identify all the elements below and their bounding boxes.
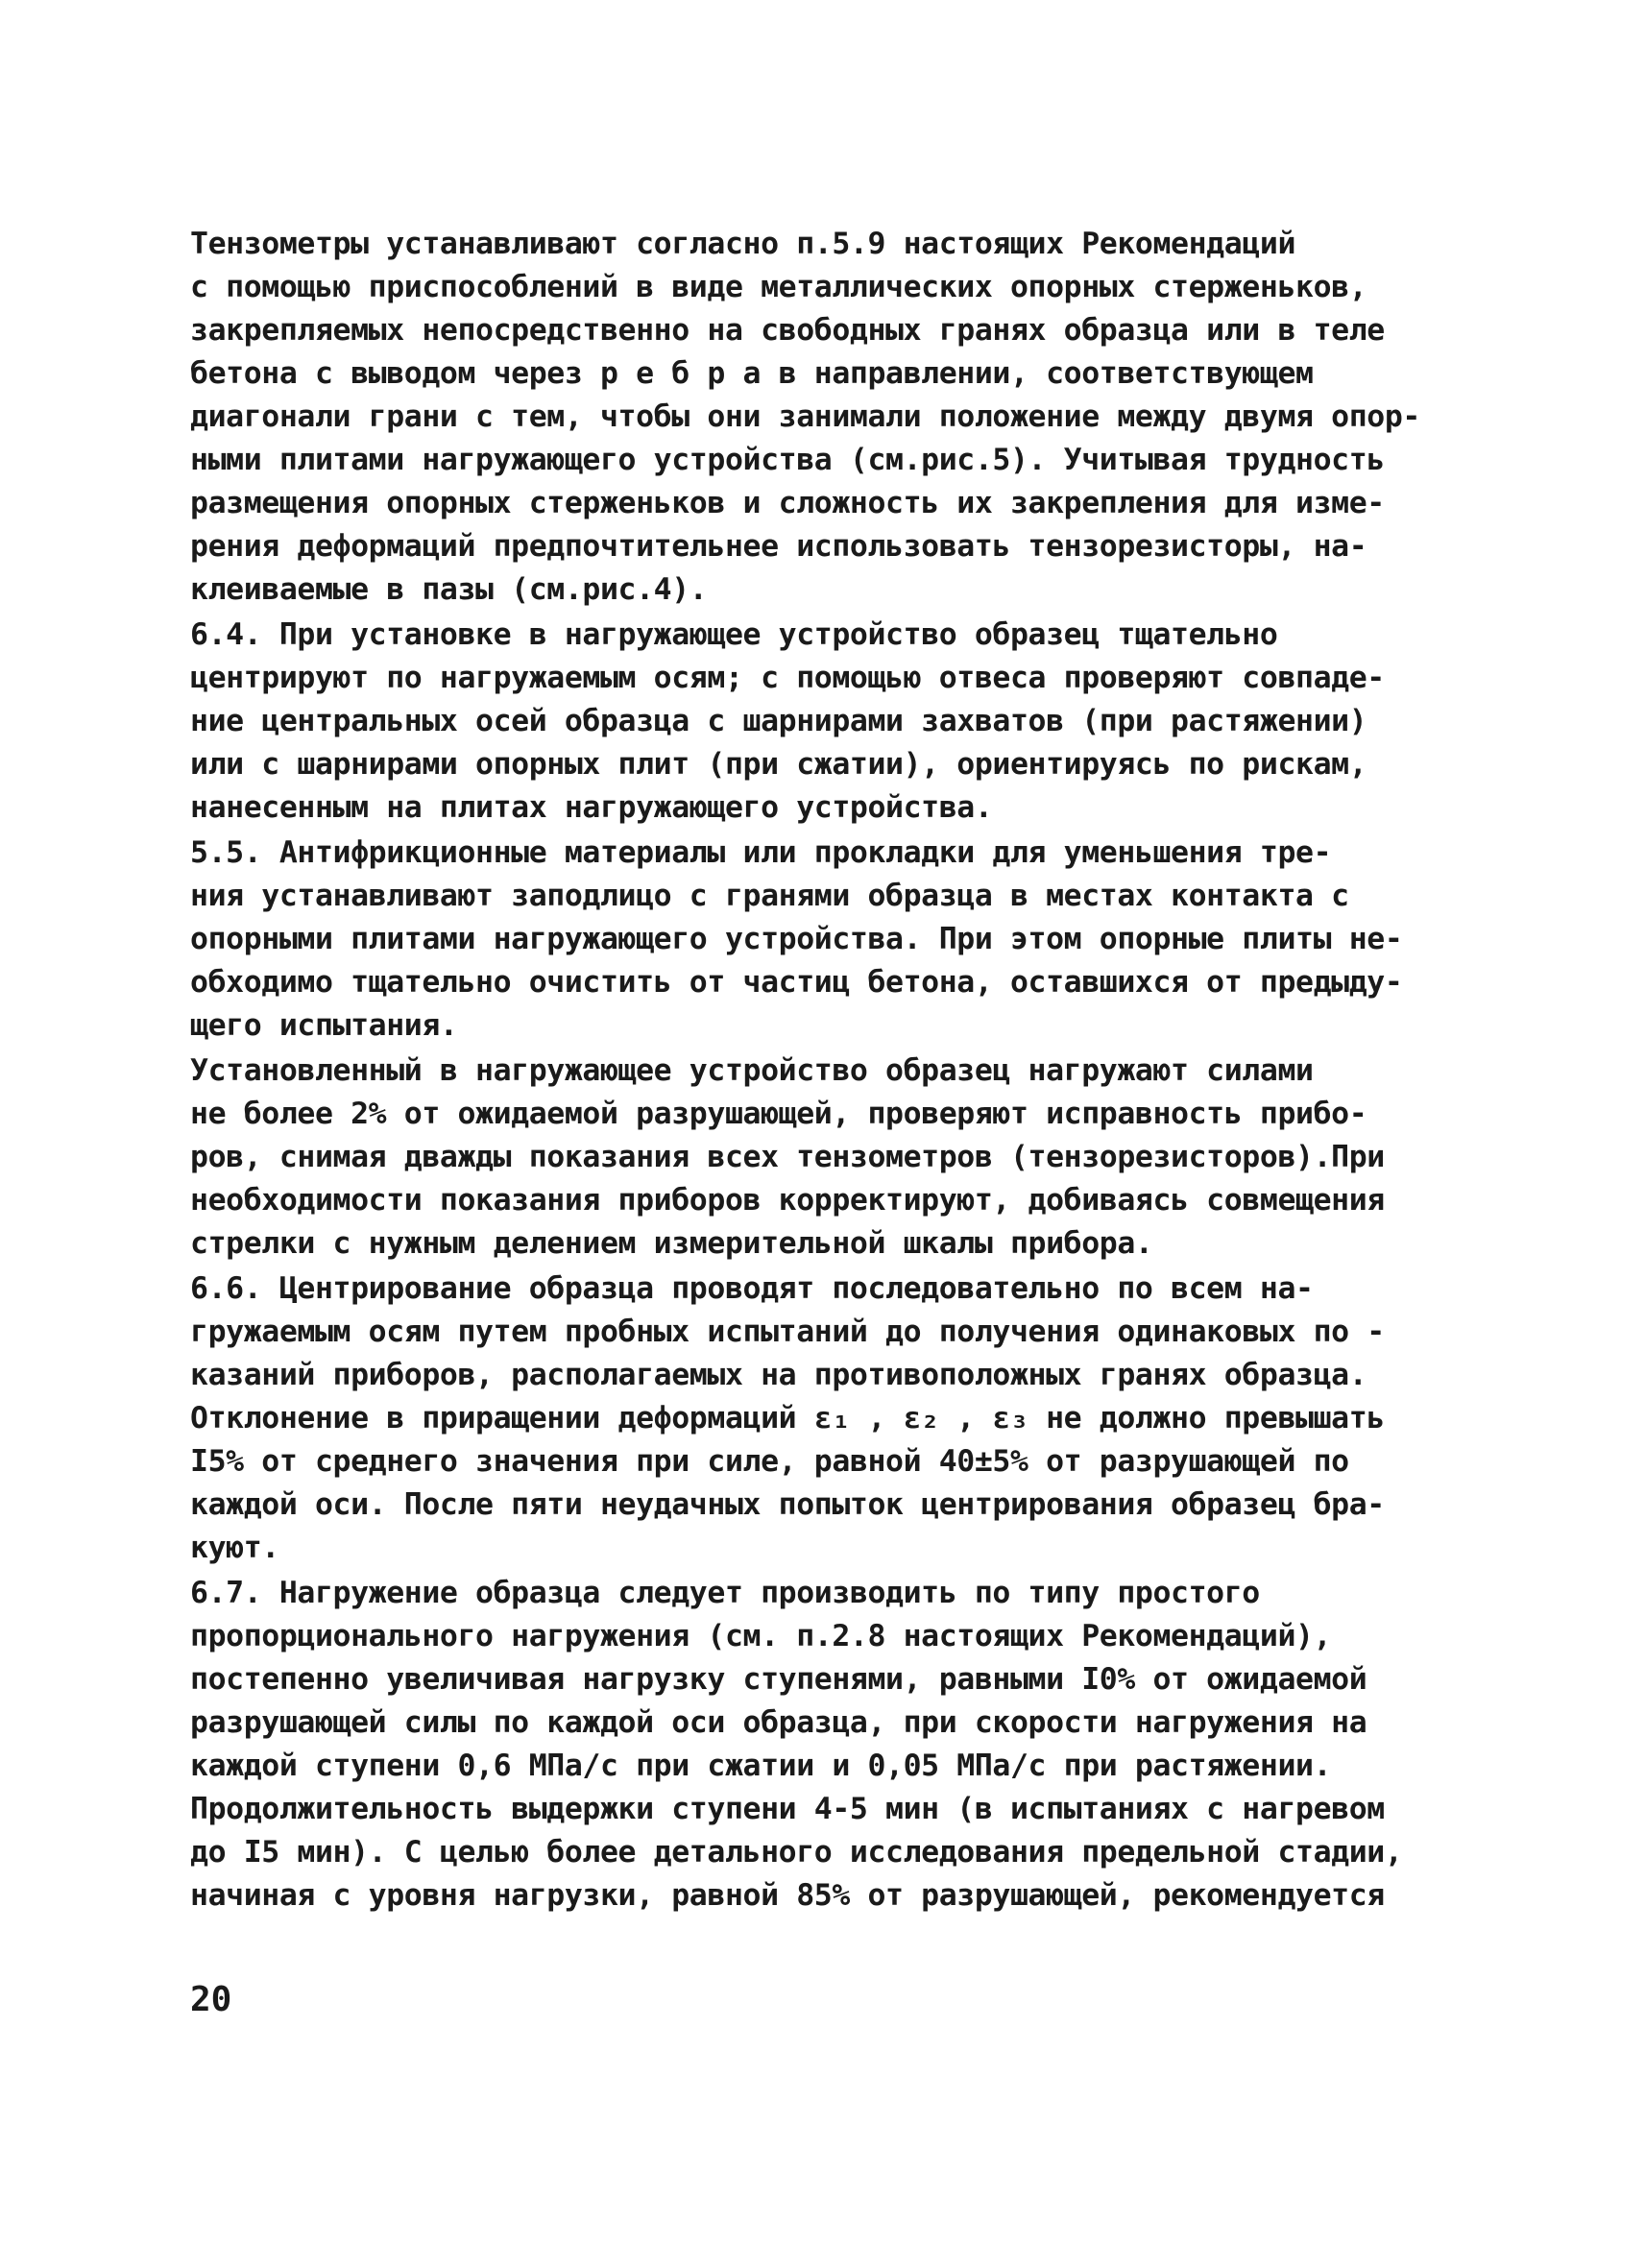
text-line: щего испытания. — [190, 1008, 458, 1043]
text-line: Отклонение в приращении деформаций ε₁ , ε₂ , ε₃ не должно превышать — [190, 1401, 1385, 1436]
paragraph-strain-gauges — [190, 223, 1477, 612]
paragraph-6-7 — [190, 1572, 1477, 1918]
text-line: стрелки с нужным делением измерительной шкалы прибора. — [190, 1226, 1153, 1261]
text-line: 6.4. При установке в нагружающее устройство образец тщательно — [190, 617, 1278, 652]
paragraph-6-4 — [190, 614, 1477, 830]
text-line: размещения опорных стерженьков и сложность их закрепления для изме- — [190, 486, 1385, 520]
text-line: 6.6. Центрирование образца проводят последовательно по всем на- — [190, 1271, 1314, 1306]
text-line: рения деформаций предпочтительнее использовать тензорезисторы, на- — [190, 529, 1367, 564]
page-number: 20 — [190, 1980, 232, 2019]
text-line: пропорционального нагружения (см. п.2.8 настоящих Рекомендаций), — [190, 1619, 1332, 1653]
text-line: Продолжительность выдержки ступени 4-5 мин (в испытаниях с нагревом — [190, 1792, 1385, 1826]
text-line: I5% от среднего значения при силе, равной 40±5% от разрушающей по — [190, 1444, 1349, 1479]
text-line: разрушающей силы по каждой оси образца, при скорости нагружения на — [190, 1705, 1367, 1740]
text-line: опорными плитами нагружающего устройства. При этом опорные плиты не- — [190, 922, 1403, 956]
text-line: начиная с уровня нагрузки, равной 85% от разрушающей, рекомендуется — [190, 1878, 1385, 1913]
text-line: клеиваемые в пазы (см.рис.4). — [190, 572, 708, 607]
text-line: закрепляемых непосредственно на свободных гранях образца или в теле — [190, 313, 1385, 348]
text-line: необходимости показания приборов корректируют, добиваясь совмещения — [190, 1183, 1385, 1218]
text-line: 5.5. Антифрикционные материалы или прокладки для уменьшения тре- — [190, 835, 1332, 870]
text-line: обходимо тщательно очистить от частиц бетона, оставшихся от предыду- — [190, 965, 1403, 1000]
text-line: бетона с выводом через р е б р а в направлении, соответствующем — [190, 356, 1314, 391]
text-line: центрируют по нагружаемым осям; с помощью отвеса проверяют совпаде- — [190, 661, 1385, 695]
text-line: ние центральных осей образца с шарнирами захватов (при растяжении) — [190, 704, 1367, 738]
text-line: ния устанавливают заподлицо с гранями образца в местах контакта с — [190, 879, 1349, 913]
text-line: Установленный в нагружающее устройство образец нагружают силами — [190, 1053, 1314, 1088]
text-line: каждой ступени 0,6 МПа/с при сжатии и 0,05 МПа/с при растяжении. — [190, 1749, 1332, 1783]
paragraph-6-6 — [190, 1267, 1477, 1570]
text-line: нанесенным на плитах нагружающего устройства. — [190, 790, 993, 825]
document-body — [190, 223, 1477, 1918]
text-line: до I5 мин). С целью более детального исследования предельной стадии, — [190, 1835, 1403, 1870]
text-line: Тензометры устанавливают согласно п.5.9 настоящих Рекомендаций — [190, 227, 1296, 261]
text-line: диагонали грани с тем, чтобы они занимали положение между двумя опор- — [190, 399, 1420, 434]
text-line: с помощью приспособлений в виде металлических опорных стерженьков, — [190, 270, 1367, 304]
text-line: 6.7. Нагружение образца следует производить по типу простого — [190, 1576, 1260, 1610]
text-line: ров, снимая дважды показания всех тензометров (тензорезисторов).При — [190, 1140, 1385, 1174]
text-line: или с шарнирами опорных плит (при сжатии), ориентируясь по рискам, — [190, 747, 1367, 782]
text-line: ными плитами нагружающего устройства (см.рис.5). Учитывая трудность — [190, 443, 1385, 477]
text-line: не более 2% от ожидаемой разрушающей, проверяют исправность прибо- — [190, 1097, 1367, 1131]
paragraph-installed-specimen — [190, 1050, 1477, 1266]
text-line: постепенно увеличивая нагрузку ступенями, равными I0% от ожидаемой — [190, 1662, 1367, 1697]
text-line: куют. — [190, 1531, 279, 1565]
text-line: казаний приборов, располагаемых на противоположных гранях образца. — [190, 1358, 1367, 1392]
text-line: каждой оси. После пяти неудачных попыток центрирования образец бра- — [190, 1487, 1385, 1522]
paragraph-5-5 — [190, 832, 1477, 1048]
text-line: гружаемым осям путем пробных испытаний до получения одинаковых по - — [190, 1315, 1385, 1349]
